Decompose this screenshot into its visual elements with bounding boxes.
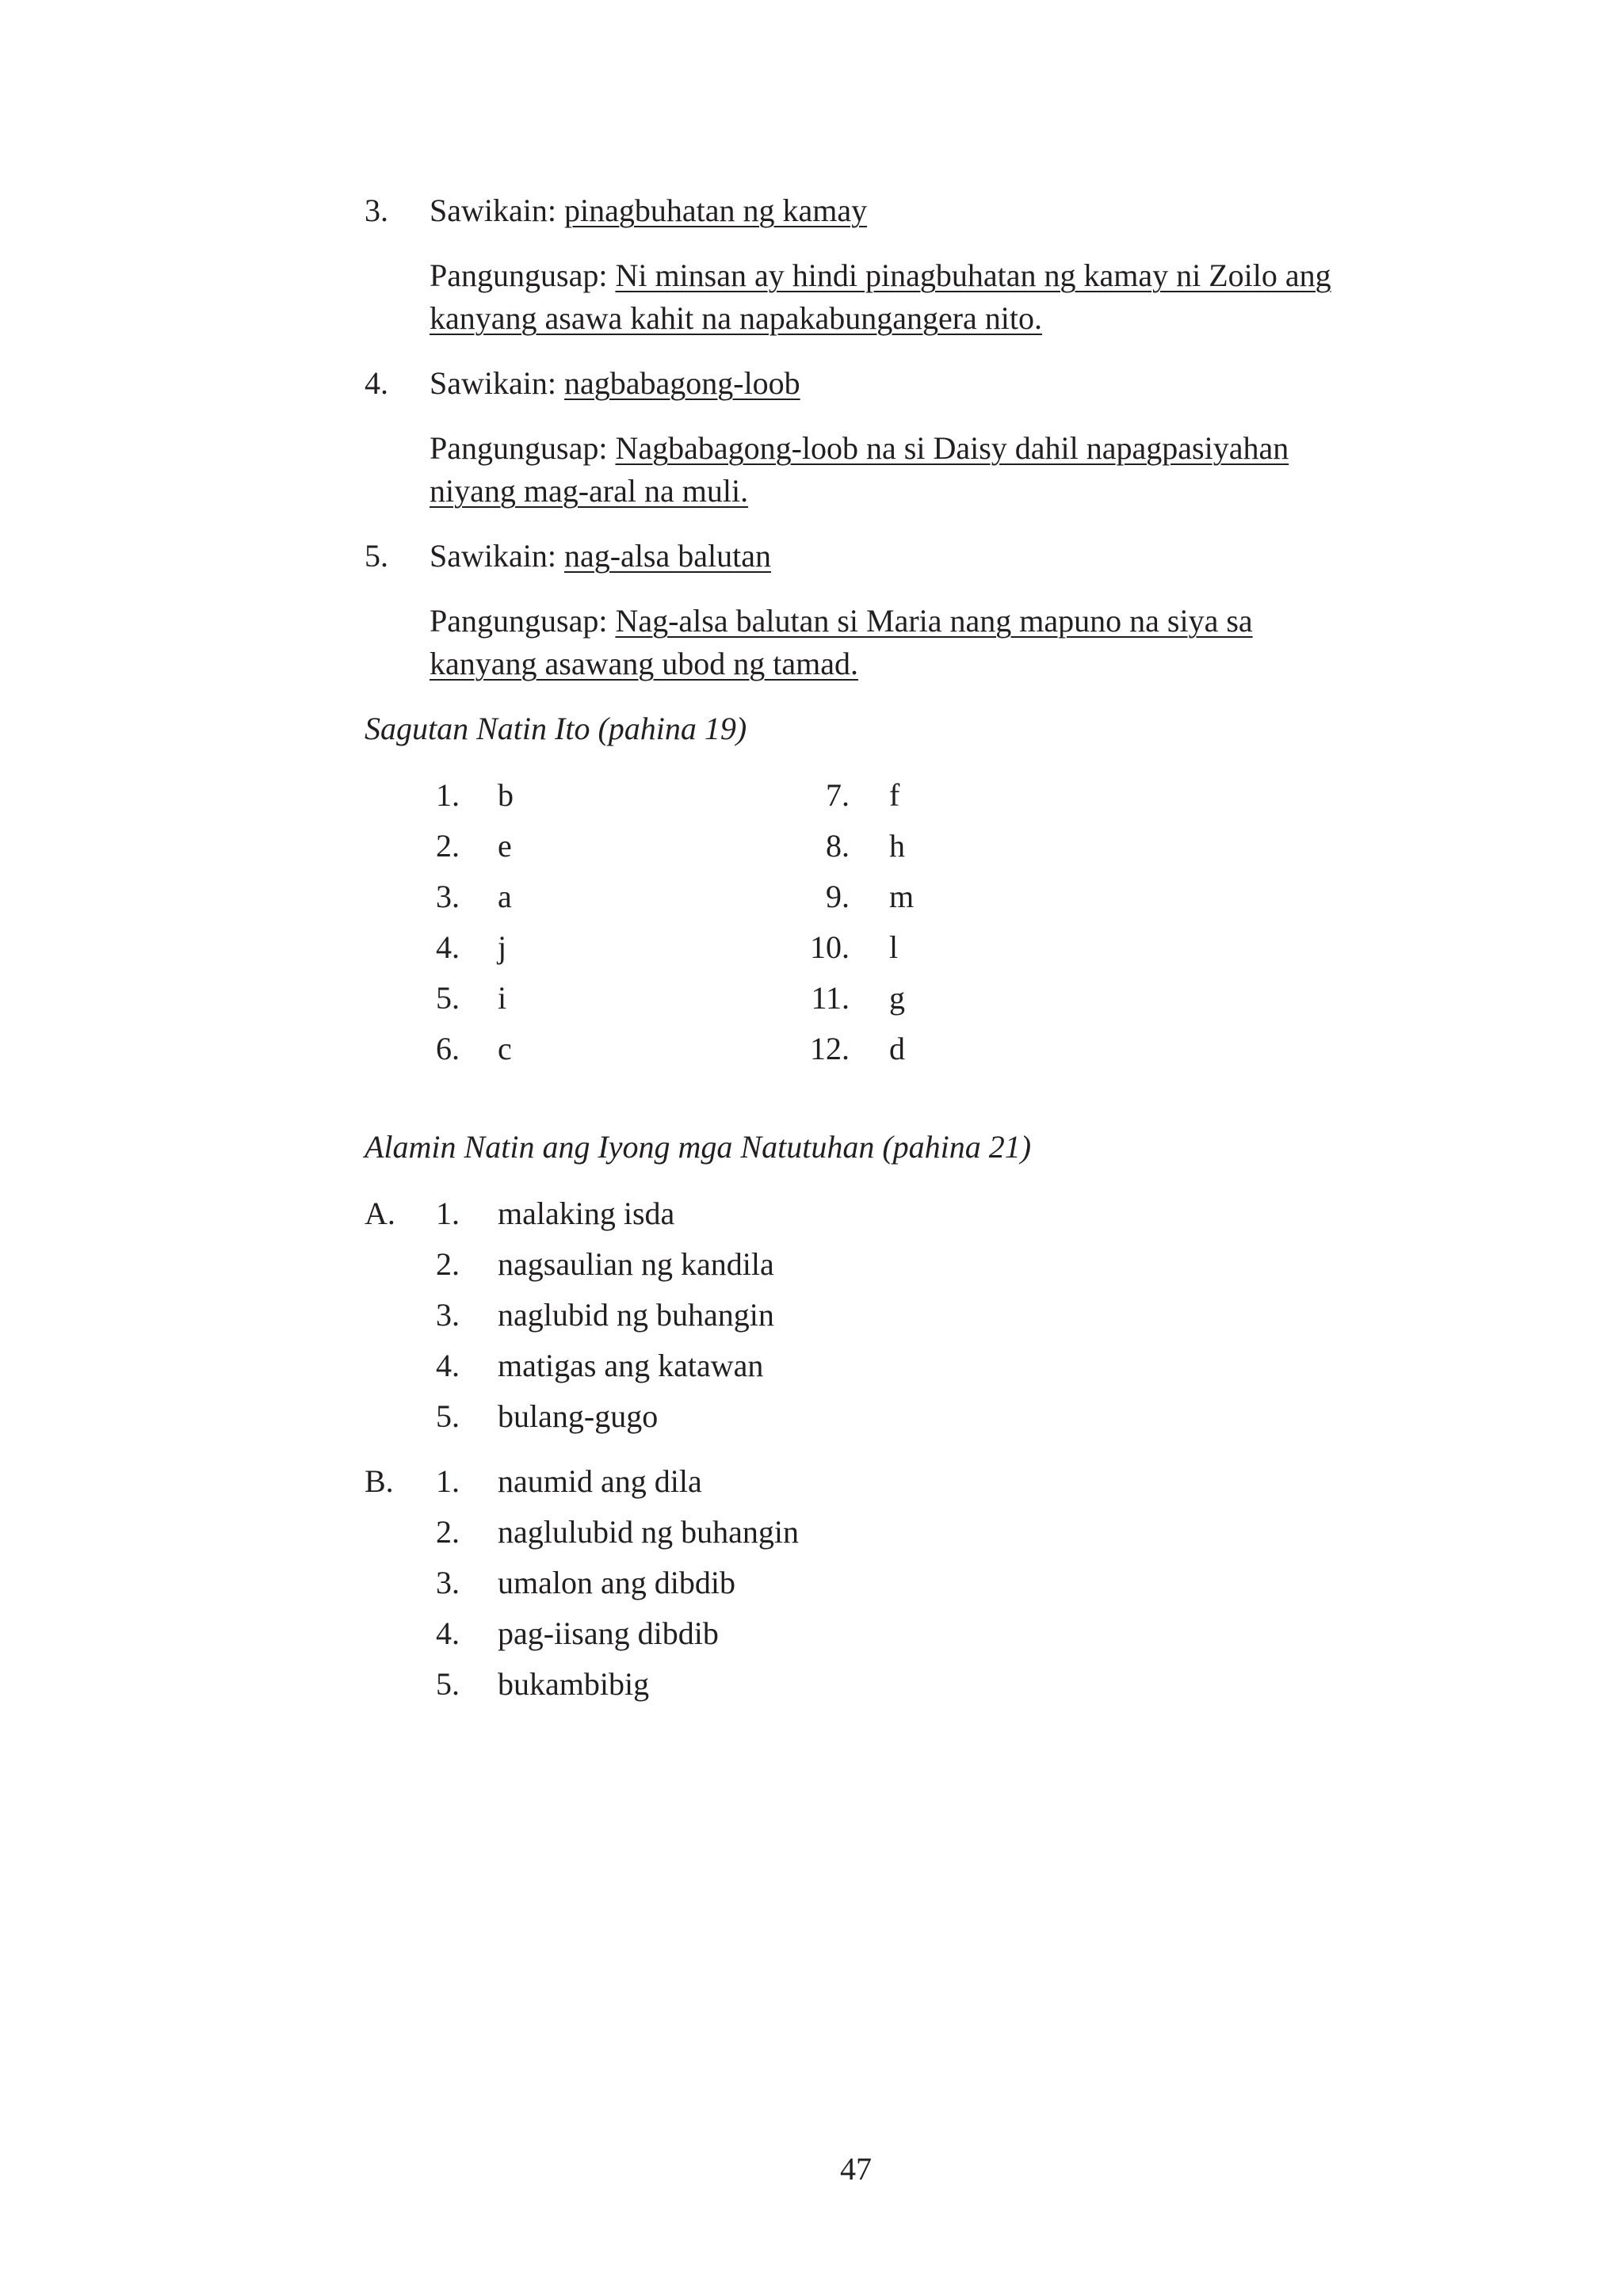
sawikain-line: [430, 195, 867, 227]
answer-letter: b: [498, 777, 514, 813]
answer-letter: l: [889, 929, 899, 965]
item-number: 3.: [365, 193, 388, 228]
list-number: 2.: [436, 1246, 460, 1282]
list-item: naglulubid ng buhangin: [498, 1514, 799, 1550]
pangungusap-text: Nag-alsa balutan si Maria nang mapuno na siya sa: [615, 603, 1253, 639]
answer-number: 9.: [826, 879, 850, 914]
answer-number: 10.: [810, 929, 850, 965]
list-item: umalon ang dibdib: [498, 1565, 735, 1600]
answer-number: 8.: [826, 828, 850, 864]
answer-number: 5.: [436, 980, 460, 1016]
answer-letter: m: [889, 879, 915, 914]
list-number: 4.: [436, 1615, 460, 1651]
list-item: nagsaulian ng kandila: [498, 1246, 774, 1282]
answer-letter: h: [889, 828, 905, 864]
pangungusap-text-continued: kanyang asawang ubod ng tamad.: [430, 646, 858, 681]
list-item: bukambibig: [498, 1666, 650, 1702]
item-number: 4.: [365, 365, 388, 401]
sawikain-text: pinagbuhatan ng kamay: [563, 193, 868, 228]
list-number: 1.: [436, 1196, 460, 1231]
answer-number: 4.: [436, 929, 460, 965]
list-item: naumid ang dila: [498, 1463, 702, 1499]
answer-number: 7.: [826, 777, 850, 813]
sawikain-label: Sawikain:: [430, 193, 556, 228]
answer-number: 2.: [436, 828, 460, 864]
sawikain-text: nagbabagong-loob: [563, 365, 800, 401]
list-item: malaking isda: [498, 1196, 675, 1231]
pangungusap-label: Pangungusap:: [430, 603, 608, 639]
sawikain-line: [430, 365, 800, 401]
answer-letter: e: [498, 828, 512, 864]
answer-letter: g: [889, 980, 905, 1016]
part-a-label: A.: [365, 1196, 395, 1231]
pangungusap-text: Nagbabagong-loob na si Daisy dahil napagpasiyahan: [615, 430, 1289, 466]
pangungusap-line: [430, 430, 1289, 466]
answer-number: 1.: [436, 777, 460, 813]
answer-number: 11.: [811, 980, 850, 1016]
list-item: bulang-gugo: [498, 1398, 659, 1434]
list-number: 5.: [436, 1666, 460, 1702]
pangungusap-text: Ni minsan ay hindi pinagbuhatan ng kamay ni Zoilo ang: [615, 257, 1331, 293]
answer-letter: i: [498, 980, 507, 1016]
pangungusap-text-continued: kanyang asawa kahit na napakabungangera nito.: [430, 300, 1043, 336]
answer-letter: a: [498, 879, 512, 914]
list-item: pag-iisang dibdib: [498, 1615, 719, 1651]
pangungusap-line: [430, 605, 1253, 637]
sawikain-label: Sawikain:: [430, 365, 556, 401]
list-number: 1.: [436, 1463, 460, 1499]
pangungusap-label: Pangungusap:: [430, 430, 608, 466]
answer-number: 12.: [810, 1031, 850, 1066]
sawikain-label: Sawikain:: [430, 538, 556, 574]
answer-letter: d: [889, 1031, 905, 1066]
list-number: 5.: [436, 1398, 460, 1434]
list-number: 3.: [436, 1565, 460, 1600]
answer-letter: f: [889, 777, 900, 813]
answer-letter: c: [498, 1031, 512, 1066]
sawikain-line: [430, 540, 771, 572]
list-item: matigas ang katawan: [498, 1348, 764, 1383]
item-number: 5.: [365, 538, 388, 574]
list-item: naglubid ng buhangin: [498, 1297, 774, 1333]
sawikain-text: nag-alsa balutan: [563, 538, 771, 574]
section-heading-sagutan: Sagutan Natin Ito (pahina 19): [365, 711, 747, 746]
answer-number: 6.: [436, 1031, 460, 1066]
page-number: 47: [840, 2151, 872, 2187]
list-number: 3.: [436, 1297, 460, 1333]
pangungusap-text-continued: niyang mag-aral na muli.: [430, 473, 749, 509]
pangungusap-label: Pangungusap:: [430, 257, 608, 293]
list-number: 4.: [436, 1348, 460, 1383]
pangungusap-line: [430, 257, 1331, 293]
answer-letter: j: [498, 929, 507, 965]
list-number: 2.: [436, 1514, 460, 1550]
answer-number: 3.: [436, 879, 460, 914]
part-b-label: B.: [365, 1463, 394, 1499]
section-heading-alamin: Alamin Natin ang Iyong mga Natutuhan (pahina 21): [365, 1129, 1032, 1165]
